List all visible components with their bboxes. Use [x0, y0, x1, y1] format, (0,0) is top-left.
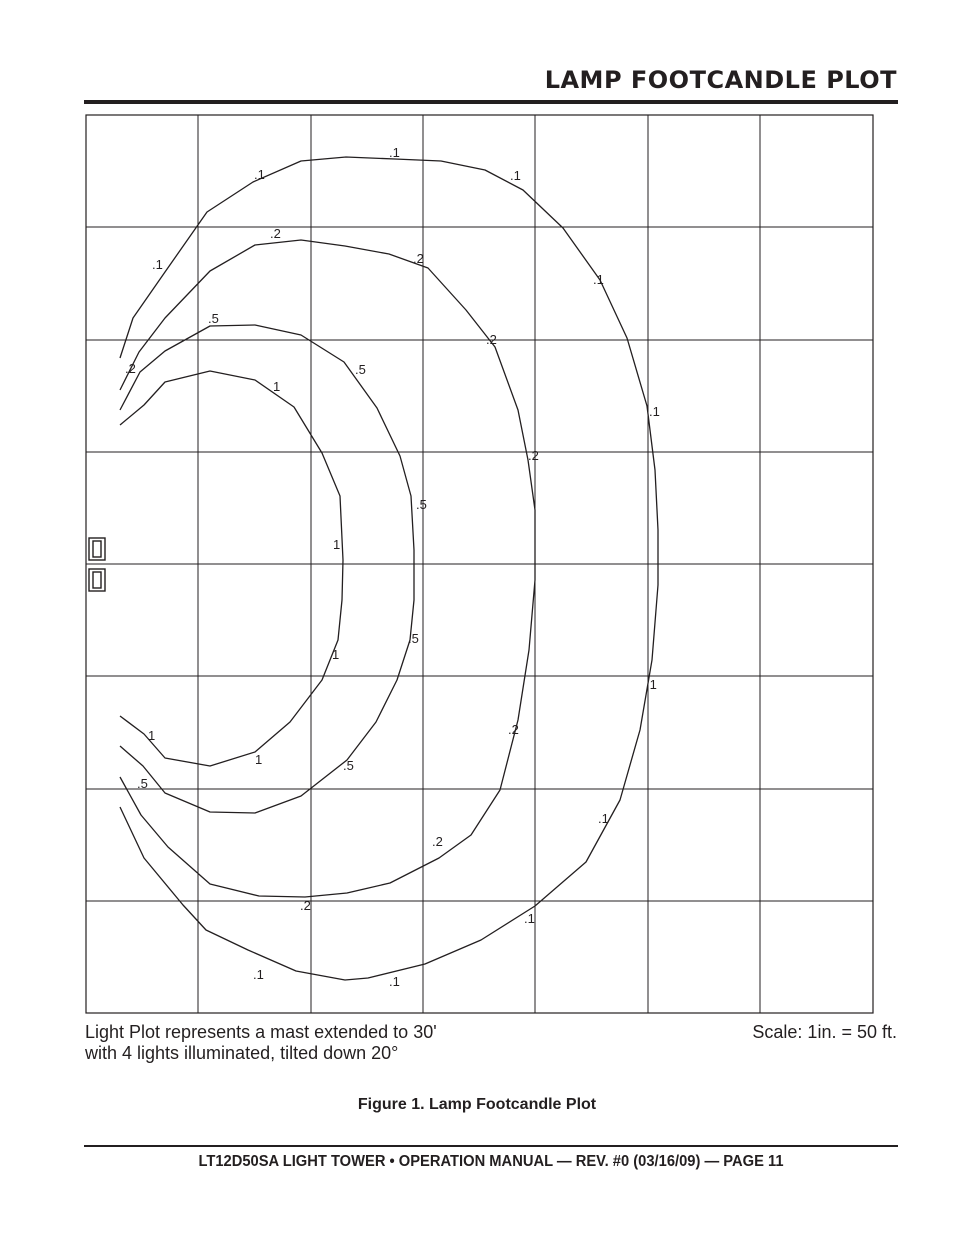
label-0-1-f: .1	[649, 404, 660, 419]
label-0-5-c: .5	[416, 497, 427, 512]
label-0-2-c: .2	[125, 361, 136, 376]
contour-1-fc	[120, 371, 343, 766]
label-0-1-e: .1	[593, 272, 604, 287]
label-1-a: 1	[273, 379, 281, 394]
plot-note-line-1: Light Plot represents a mast extended to 30'	[85, 1022, 437, 1042]
page-footer: LT12D50SA LIGHT TOWER • OPERATION MANUAL — REV. #0 (03/16/09) — PAGE 11	[198, 1153, 784, 1170]
label-1-d: 1	[148, 728, 156, 743]
label-0-5-b: .5	[355, 362, 366, 377]
plot-note	[85, 1022, 437, 1064]
label-0-2-g: .2	[432, 834, 443, 849]
label-1-b: 1	[333, 537, 341, 552]
label-0-2-f: .2	[508, 722, 519, 737]
label-0-1-a: .1	[254, 167, 265, 182]
contour-labels	[125, 145, 660, 989]
label-1-c: 1	[332, 647, 340, 662]
label-0-1-j: .1	[253, 967, 264, 982]
label-0-1-k: .1	[389, 974, 400, 989]
label-0-5-d: .5	[408, 631, 419, 646]
label-0-2-d: .2	[486, 332, 497, 347]
label-0-1-b: .1	[389, 145, 400, 160]
label-0-5-f: .5	[137, 776, 148, 791]
label-0-1-i: .1	[524, 911, 535, 926]
label-0-2-b: .2	[413, 251, 424, 266]
label-0-5-e: .5	[343, 758, 354, 773]
footer-rule	[84, 1145, 898, 1147]
label-0-1-c: .1	[510, 168, 521, 183]
figure-caption: Figure 1. Lamp Footcandle Plot	[357, 1096, 597, 1113]
plot-note-line-2: with 4 lights illuminated, tilted down 20°	[85, 1043, 399, 1063]
label-1-e: 1	[255, 752, 263, 767]
contour-lines	[120, 157, 658, 980]
contour-0-5-fc	[120, 325, 414, 813]
label-0-1-h: .1	[598, 811, 609, 826]
page-title: LAMP FOOTCANDLE PLOT	[544, 66, 897, 94]
label-0-5-a: .5	[208, 311, 219, 326]
label-0-2-a: .2	[270, 226, 281, 241]
label-0-2-h: .2	[300, 898, 311, 913]
contour-0-2-fc	[120, 240, 535, 897]
label-0-2-e: .2	[528, 448, 539, 463]
plot-scale: Scale: 1in. = 50 ft.	[752, 1022, 897, 1042]
label-0-1-d: .1	[152, 257, 163, 272]
label-0-1-g: .1	[646, 677, 657, 692]
